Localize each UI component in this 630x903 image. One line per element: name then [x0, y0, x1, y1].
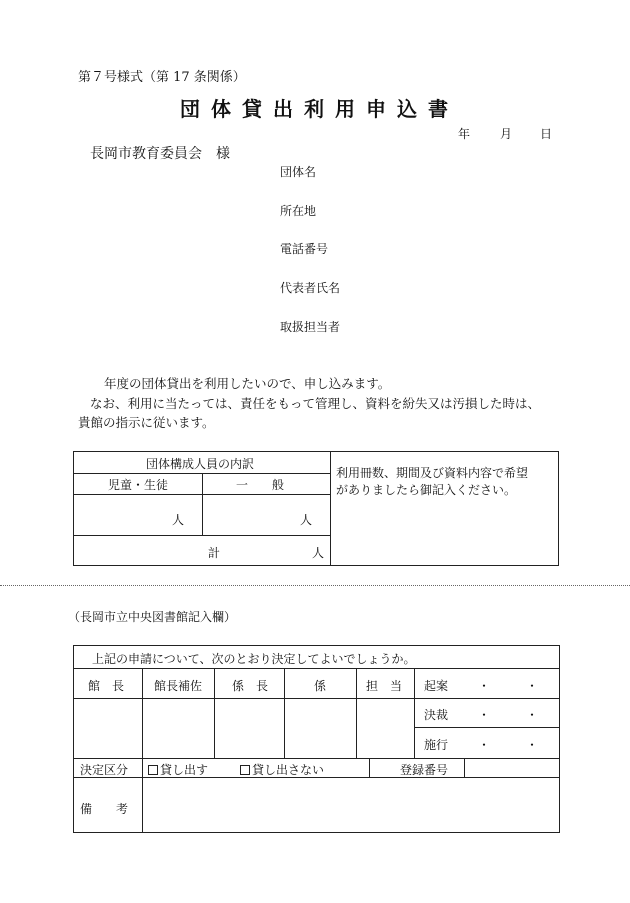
option-lend[interactable] — [148, 761, 208, 778]
stage-enforcement: 施行 — [424, 738, 449, 752]
role-staff: 係 — [314, 679, 327, 693]
no-lend-checkbox[interactable] — [240, 765, 250, 775]
option-lend-label: 貸し出す — [160, 763, 209, 777]
body-line-3: 貴館の指示に従います。 — [78, 415, 215, 430]
form-number: 第７号様式（第 17 条関係） — [78, 70, 246, 85]
students-unit: 人 — [172, 513, 185, 527]
lend-checkbox[interactable] — [148, 765, 158, 775]
registration-label: 登録番号 — [400, 763, 449, 777]
stage-draft-date: ・ ・ — [478, 679, 539, 693]
field-representative: 代表者氏名 — [280, 281, 341, 295]
field-contact-person: 取扱担当者 — [280, 320, 341, 334]
decision-label: 決定区分 — [80, 763, 129, 777]
col-general-header: 一 般 — [236, 478, 285, 492]
option-no-lend-label: 貸し出さない — [252, 763, 325, 777]
stage-enforcement-date: ・ ・ — [478, 738, 539, 752]
field-address: 所在地 — [280, 204, 317, 218]
stage-approval-date: ・ ・ — [478, 708, 539, 722]
request-note-line-2: がありましたら御記入ください。 — [336, 483, 517, 497]
approval-question: 上記の申請について、次のとおり決定してよいでしょうか。 — [92, 652, 416, 666]
stage-draft: 起案 — [424, 679, 449, 693]
date-day-label: 日 — [540, 127, 553, 141]
library-section-label: （長岡市立中央図書館記入欄） — [68, 610, 237, 624]
role-director: 館 長 — [88, 679, 125, 693]
date-month-label: 月 — [500, 127, 513, 141]
option-no-lend[interactable] — [240, 761, 324, 778]
composition-table — [73, 451, 559, 566]
role-handler: 担 当 — [366, 679, 403, 693]
role-section-chief: 係 長 — [232, 679, 269, 693]
role-deputy-director: 館長補佐 — [154, 679, 203, 693]
body-line-1: 年度の団体貸出を利用したいので、申し込みます。 — [104, 376, 391, 391]
addressee: 長岡市教育委員会 様 — [90, 146, 230, 162]
total-label: 計 — [208, 546, 221, 560]
general-unit: 人 — [300, 513, 313, 527]
cut-line — [0, 585, 630, 586]
page-title: 団体貸出利用申込書 — [180, 97, 459, 121]
field-group-name: 団体名 — [280, 165, 317, 179]
remarks-label: 備 考 — [80, 802, 129, 816]
body-line-2: なお、利用に当たっては、責任をもって管理し、資料を紛失又は汚損した時は、 — [90, 396, 541, 411]
request-note-line-1: 利用冊数、期間及び資料内容で希望 — [336, 466, 529, 480]
stage-approval: 決裁 — [424, 708, 449, 722]
date-year-label: 年 — [458, 127, 471, 141]
total-unit: 人 — [312, 546, 325, 560]
field-phone: 電話番号 — [280, 242, 329, 256]
col-students-header: 児童・生徒 — [108, 478, 169, 492]
approval-table — [73, 645, 560, 833]
composition-header: 団体構成人員の内訳 — [146, 457, 255, 471]
